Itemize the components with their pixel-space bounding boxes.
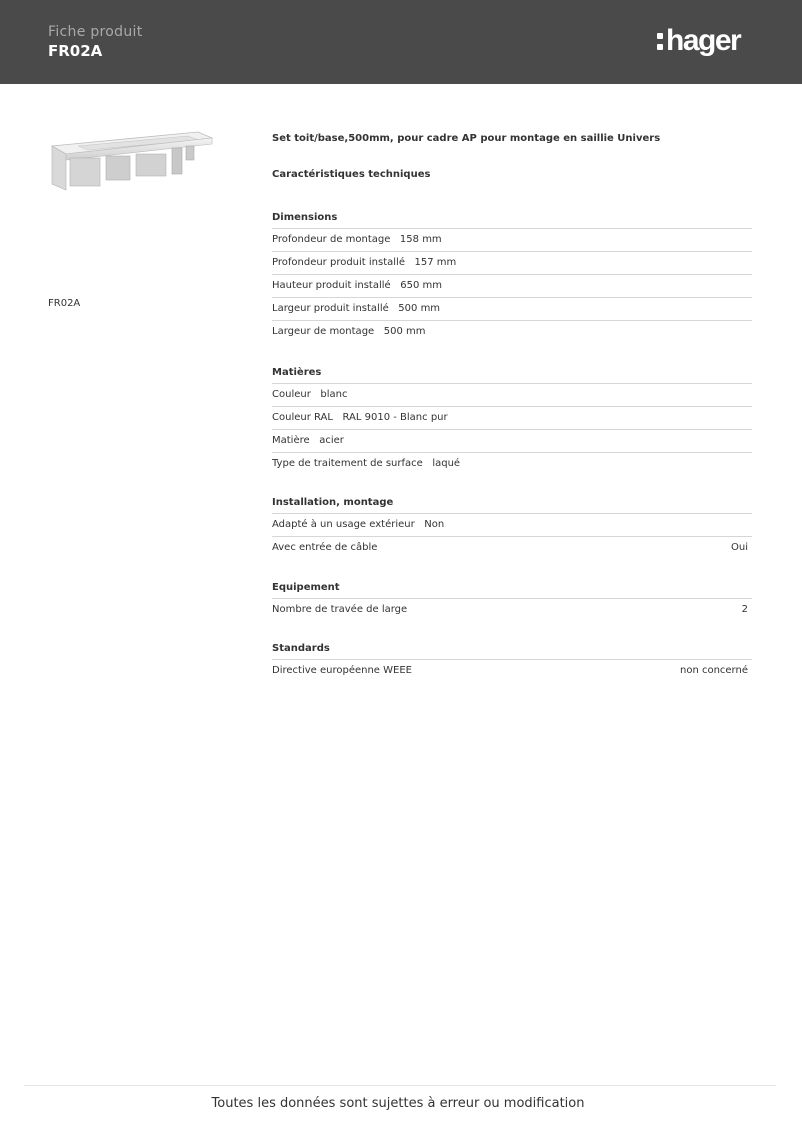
- spec-row: [272, 229, 752, 252]
- spec-row: [272, 275, 752, 298]
- header-subtitle: Fiche produit: [48, 24, 143, 40]
- spec-row: [272, 321, 752, 343]
- product-image: [48, 128, 214, 194]
- section-title: Matières: [272, 365, 752, 384]
- section-standards: [272, 641, 752, 682]
- spec-row: [272, 514, 752, 537]
- spec-label: Largeur produit installé 500 mm: [272, 303, 441, 314]
- spec-label: Couleur RAL RAL 9010 - Blanc pur: [272, 412, 448, 423]
- spec-value: non concerné: [679, 665, 748, 676]
- spec-row: [272, 537, 752, 559]
- page-header: [0, 0, 802, 84]
- spec-row: [272, 298, 752, 321]
- section-dimensions: [272, 210, 752, 343]
- spec-value: 2: [741, 604, 748, 615]
- section-title: Equipement: [272, 580, 752, 599]
- spec-label: Hauteur produit installé 650 mm: [272, 280, 442, 291]
- logo-colon-icon: [656, 24, 664, 48]
- hager-logo: [656, 24, 740, 58]
- spec-label: Avec entrée de câble: [272, 542, 378, 553]
- section-installation: [272, 495, 752, 559]
- spec-label: Type de traitement de surface laqué: [272, 458, 461, 469]
- spec-label: Largeur de montage 500 mm: [272, 326, 426, 337]
- spec-row: [272, 430, 752, 453]
- spec-row: [272, 453, 752, 475]
- header-product-code: FR02A: [48, 42, 103, 60]
- product-title: Set toit/base,500mm, pour cadre AP pour montage en saillie Univers: [272, 133, 661, 144]
- spec-label: Directive européenne WEEE: [272, 665, 412, 676]
- spec-row: [272, 660, 752, 682]
- specs-heading: Caractéristiques techniques: [272, 169, 431, 180]
- spec-label: Matière acier: [272, 435, 344, 446]
- spec-value: Oui: [731, 542, 748, 553]
- logo-text: hager: [666, 24, 741, 57]
- section-matieres: [272, 365, 752, 475]
- section-title: Dimensions: [272, 210, 752, 229]
- footer-disclaimer: Toutes les données sont sujettes à erreur ou modification: [211, 1096, 585, 1111]
- spec-row: [272, 599, 752, 621]
- section-equipement: [272, 580, 752, 621]
- spec-row: [272, 252, 752, 275]
- product-code-label: FR02A: [48, 298, 81, 309]
- spec-label: Adapté à un usage extérieur Non: [272, 519, 445, 530]
- section-title: Standards: [272, 641, 752, 660]
- spec-row: [272, 384, 752, 407]
- spec-row: [272, 407, 752, 430]
- footer-divider: [24, 1085, 776, 1086]
- spec-label: Profondeur de montage 158 mm: [272, 234, 442, 245]
- spec-label: Nombre de travée de large: [272, 604, 408, 615]
- spec-label: Profondeur produit installé 157 mm: [272, 257, 457, 268]
- spec-label: Couleur blanc: [272, 389, 348, 400]
- section-title: Installation, montage: [272, 495, 752, 514]
